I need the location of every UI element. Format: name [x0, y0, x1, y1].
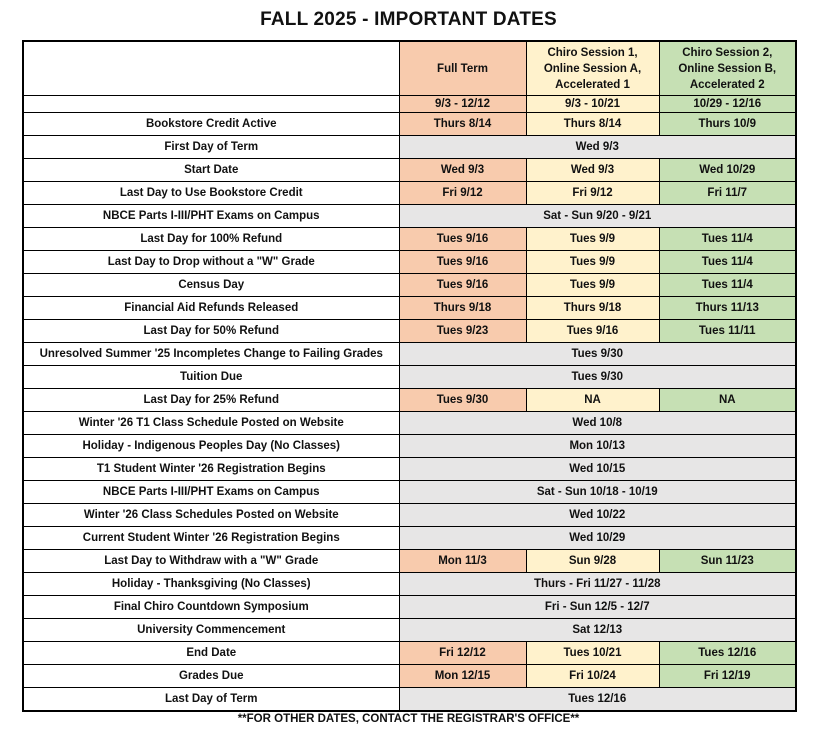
all-sessions-cell: Mon 10/13 [399, 435, 796, 458]
table-row [23, 504, 796, 527]
table-row [23, 205, 796, 228]
full-term-cell: Fri 9/12 [399, 182, 526, 205]
full-term-cell: Mon 11/3 [399, 550, 526, 573]
chiro-session-2-cell: Thurs 10/9 [659, 113, 796, 136]
row-label: Winter '26 T1 Class Schedule Posted on Website [23, 412, 399, 435]
row-label: Start Date [23, 159, 399, 182]
chiro-session-1-cell: Tues 10/21 [526, 642, 659, 665]
chiro-session-2-cell: Tues 11/11 [659, 320, 796, 343]
header-chiro-session-2: Chiro Session 2, Online Session B, Accelerated 2 [659, 41, 796, 96]
row-label: Final Chiro Countdown Symposium [23, 596, 399, 619]
full-term-cell: Mon 12/15 [399, 665, 526, 688]
footer-note: **FOR OTHER DATES, CONTACT THE REGISTRAR'S OFFICE** [237, 713, 580, 725]
date-range-row [23, 96, 796, 113]
row-label: Last Day to Drop without a "W" Grade [23, 251, 399, 274]
all-sessions-cell: Fri - Sun 12/5 - 12/7 [399, 596, 796, 619]
all-sessions-cell: Tues 9/30 [399, 366, 796, 389]
chiro-session-2-cell: Fri 12/19 [659, 665, 796, 688]
table-row [23, 412, 796, 435]
full-term-cell: Tues 9/16 [399, 251, 526, 274]
important-dates-table [22, 40, 797, 712]
table-row [23, 274, 796, 297]
table-row [23, 458, 796, 481]
all-sessions-cell: Tues 9/30 [399, 343, 796, 366]
table-row [23, 320, 796, 343]
table-row [23, 481, 796, 504]
all-sessions-cell: Wed 10/22 [399, 504, 796, 527]
row-label: Holiday - Indigenous Peoples Day (No Classes) [23, 435, 399, 458]
range-chiro-session-2: 10/29 - 12/16 [659, 96, 796, 113]
chiro-session-1-cell: Tues 9/9 [526, 251, 659, 274]
table-row [23, 665, 796, 688]
header-row [23, 41, 796, 96]
row-label: Last Day for 50% Refund [23, 320, 399, 343]
row-label: Financial Aid Refunds Released [23, 297, 399, 320]
full-term-cell: Tues 9/16 [399, 228, 526, 251]
table-row [23, 619, 796, 642]
chiro-session-2-cell: Wed 10/29 [659, 159, 796, 182]
row-label: First Day of Term [23, 136, 399, 159]
header-chiro-session-1: Chiro Session 1, Online Session A, Accelerated 1 [526, 41, 659, 96]
all-sessions-cell: Wed 10/29 [399, 527, 796, 550]
page-title: FALL 2025 - IMPORTANT DATES [260, 9, 557, 30]
chiro-session-1-cell: Fri 9/12 [526, 182, 659, 205]
row-label: Holiday - Thanksgiving (No Classes) [23, 573, 399, 596]
table-row [23, 136, 796, 159]
chiro-session-1-cell: NA [526, 389, 659, 412]
table-row [23, 642, 796, 665]
full-term-cell: Fri 12/12 [399, 642, 526, 665]
chiro-session-1-cell: Thurs 9/18 [526, 297, 659, 320]
row-label: NBCE Parts I-III/PHT Exams on Campus [23, 481, 399, 504]
row-label: Unresolved Summer '25 Incompletes Change to Failing Grades [23, 343, 399, 366]
table-row [23, 573, 796, 596]
chiro-session-1-cell: Tues 9/9 [526, 274, 659, 297]
all-sessions-cell: Tues 12/16 [399, 688, 796, 712]
all-sessions-cell: Sat - Sun 10/18 - 10/19 [399, 481, 796, 504]
chiro-session-2-cell: Tues 11/4 [659, 251, 796, 274]
row-label: Last Day to Use Bookstore Credit [23, 182, 399, 205]
all-sessions-cell: Thurs - Fri 11/27 - 11/28 [399, 573, 796, 596]
row-label: NBCE Parts I-III/PHT Exams on Campus [23, 205, 399, 228]
row-label: T1 Student Winter '26 Registration Begins [23, 458, 399, 481]
chiro-session-1-cell: Fri 10/24 [526, 665, 659, 688]
row-label: Bookstore Credit Active [23, 113, 399, 136]
table-row [23, 343, 796, 366]
table-row [23, 228, 796, 251]
chiro-session-2-cell: Tues 11/4 [659, 274, 796, 297]
chiro-session-1-cell: Tues 9/9 [526, 228, 659, 251]
full-term-cell: Tues 9/23 [399, 320, 526, 343]
chiro-session-1-cell: Thurs 8/14 [526, 113, 659, 136]
header-blank-cell [23, 41, 399, 96]
row-label: Census Day [23, 274, 399, 297]
chiro-session-2-cell: Thurs 11/13 [659, 297, 796, 320]
all-sessions-cell: Sat - Sun 9/20 - 9/21 [399, 205, 796, 228]
table-row [23, 389, 796, 412]
chiro-session-2-cell: NA [659, 389, 796, 412]
table-row [23, 435, 796, 458]
row-label: Current Student Winter '26 Registration Begins [23, 527, 399, 550]
full-term-cell: Thurs 8/14 [399, 113, 526, 136]
table-row [23, 251, 796, 274]
table-row [23, 596, 796, 619]
chiro-session-1-cell: Tues 9/16 [526, 320, 659, 343]
full-term-cell: Thurs 9/18 [399, 297, 526, 320]
row-label: Tuition Due [23, 366, 399, 389]
row-label: Grades Due [23, 665, 399, 688]
table-row [23, 527, 796, 550]
all-sessions-cell: Sat 12/13 [399, 619, 796, 642]
chiro-session-2-cell: Tues 12/16 [659, 642, 796, 665]
chiro-session-2-cell: Tues 11/4 [659, 228, 796, 251]
chiro-session-1-cell: Sun 9/28 [526, 550, 659, 573]
chiro-session-1-cell: Wed 9/3 [526, 159, 659, 182]
all-sessions-cell: Wed 10/8 [399, 412, 796, 435]
table-row [23, 550, 796, 573]
full-term-cell: Tues 9/16 [399, 274, 526, 297]
chiro-session-2-cell: Fri 11/7 [659, 182, 796, 205]
row-label: Last Day for 25% Refund [23, 389, 399, 412]
table-row [23, 159, 796, 182]
row-label: University Commencement [23, 619, 399, 642]
all-sessions-cell: Wed 9/3 [399, 136, 796, 159]
chiro-session-2-cell: Sun 11/23 [659, 550, 796, 573]
table-row [23, 297, 796, 320]
row-label: Last Day to Withdraw with a "W" Grade [23, 550, 399, 573]
range-full-term: 9/3 - 12/12 [399, 96, 526, 113]
table-row [23, 688, 796, 712]
table-row [23, 113, 796, 136]
full-term-cell: Tues 9/30 [399, 389, 526, 412]
row-label: Last Day of Term [23, 688, 399, 712]
row-label: Last Day for 100% Refund [23, 228, 399, 251]
row-label: Winter '26 Class Schedules Posted on Website [23, 504, 399, 527]
all-sessions-cell: Wed 10/15 [399, 458, 796, 481]
table-row [23, 366, 796, 389]
table-row [23, 182, 796, 205]
range-chiro-session-1: 9/3 - 10/21 [526, 96, 659, 113]
range-label-cell [23, 96, 399, 113]
header-full-term: Full Term [399, 41, 526, 96]
full-term-cell: Wed 9/3 [399, 159, 526, 182]
row-label: End Date [23, 642, 399, 665]
